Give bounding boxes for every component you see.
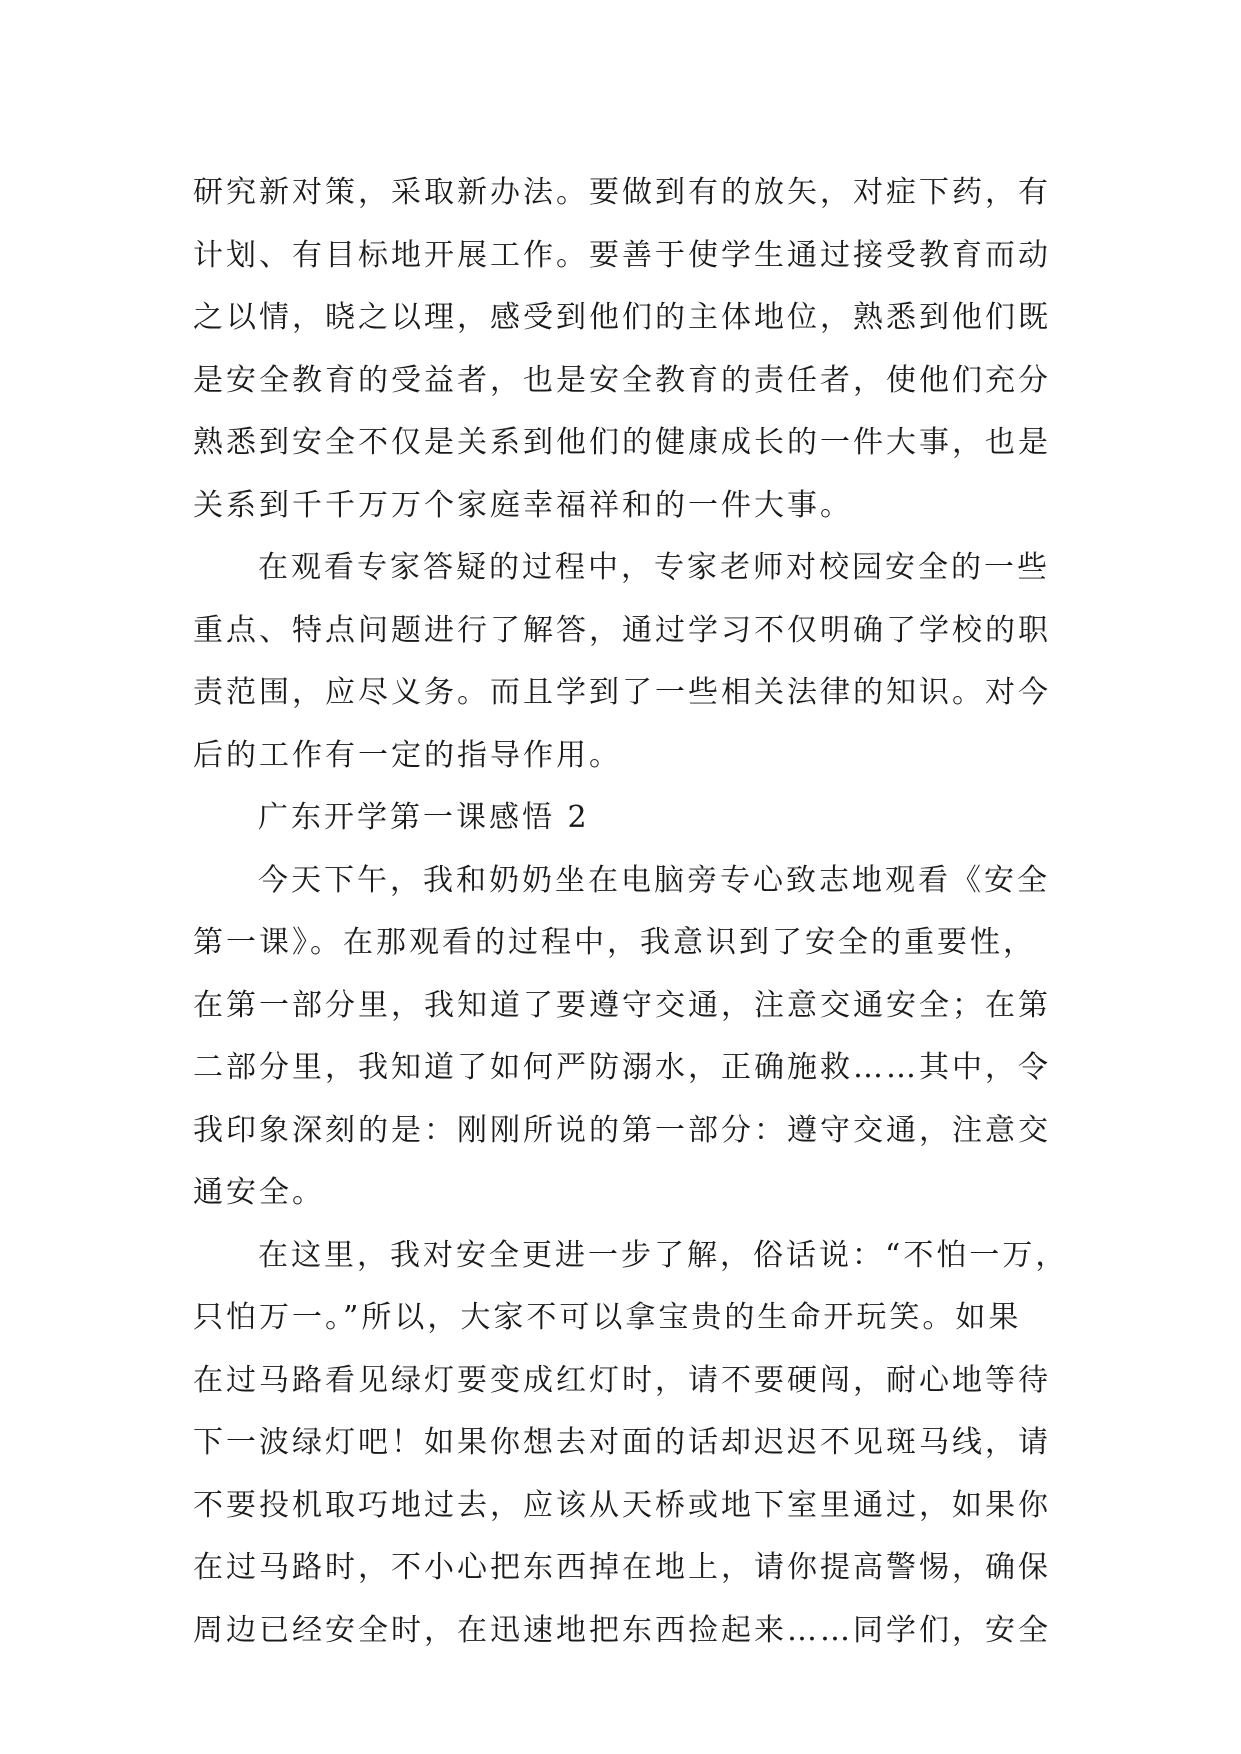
text-line: 熟悉到安全不仅是关系到他们的健康成长的一件大事，也是	[193, 425, 1051, 460]
text-line: 二部分里，我知道了如何严防溺水，正确施救……其中，令	[193, 1050, 1051, 1085]
text-line: 后的工作有一定的指导作用。	[193, 737, 622, 773]
text-line: 研究新对策，采取新办法。要做到有的放矢，对症下药，有	[193, 175, 1051, 210]
text-line: 是安全教育的受益者，也是安全教育的责任者，使他们充分	[193, 362, 1051, 398]
text-line: 在过马路时，不小心把东西掉在地上，请你提高警惕，确保	[193, 1550, 1051, 1585]
text-line: 只怕万一。”所以，大家不可以拿宝贵的生命开玩笑。如果	[193, 1300, 1022, 1335]
text-line: 在第一部分里，我知道了要遵守交通，注意交通安全；在第	[193, 987, 1051, 1023]
paragraph-start-line: 在观看专家答疑的过程中，专家老师对校园安全的一些	[258, 550, 1050, 585]
text-line: 关系到千千万万个家庭幸福祥和的一件大事。	[193, 487, 853, 523]
text-line: 第一课》。在那观看的过程中，我意识到了安全的重要性，	[193, 925, 1036, 960]
paragraph-start-line: 今天下午，我和奶奶坐在电脑旁专心致志地观看《安全	[258, 862, 1050, 898]
paragraph-start-line: 在这里，我对安全更进一步了解，俗话说：“不怕一万，	[258, 1237, 1069, 1273]
text-line: 我印象深刻的是：刚刚所说的第一部分：遵守交通，注意交	[193, 1112, 1051, 1148]
text-line: 在过马路看见绿灯要变成红灯时，请不要硬闯，耐心地等待	[193, 1362, 1051, 1398]
text-line: 责范围，应尽义务。而且学到了一些相关法律的知识。对今	[193, 675, 1051, 710]
text-line: 下一波绿灯吧！如果你想去对面的话却迟迟不见斑马线，请	[193, 1425, 1051, 1460]
text-line: 不要投机取巧地过去，应该从天桥或地下室里通过，如果你	[193, 1487, 1051, 1523]
text-line: 计划、有目标地开展工作。要善于使学生通过接受教育而动	[193, 237, 1051, 273]
text-line: 之以情，晓之以理，感受到他们的主体地位，熟悉到他们既	[193, 300, 1051, 335]
section-heading: 广东开学第一课感悟 2	[258, 800, 590, 835]
text-line: 重点、特点问题进行了解答，通过学习不仅明确了学校的职	[193, 612, 1051, 648]
text-line: 周边已经安全时，在迅速地把东西捡起来……同学们，安全	[193, 1612, 1051, 1648]
text-line: 通安全。	[193, 1175, 325, 1210]
document-body	[193, 162, 1069, 1662]
